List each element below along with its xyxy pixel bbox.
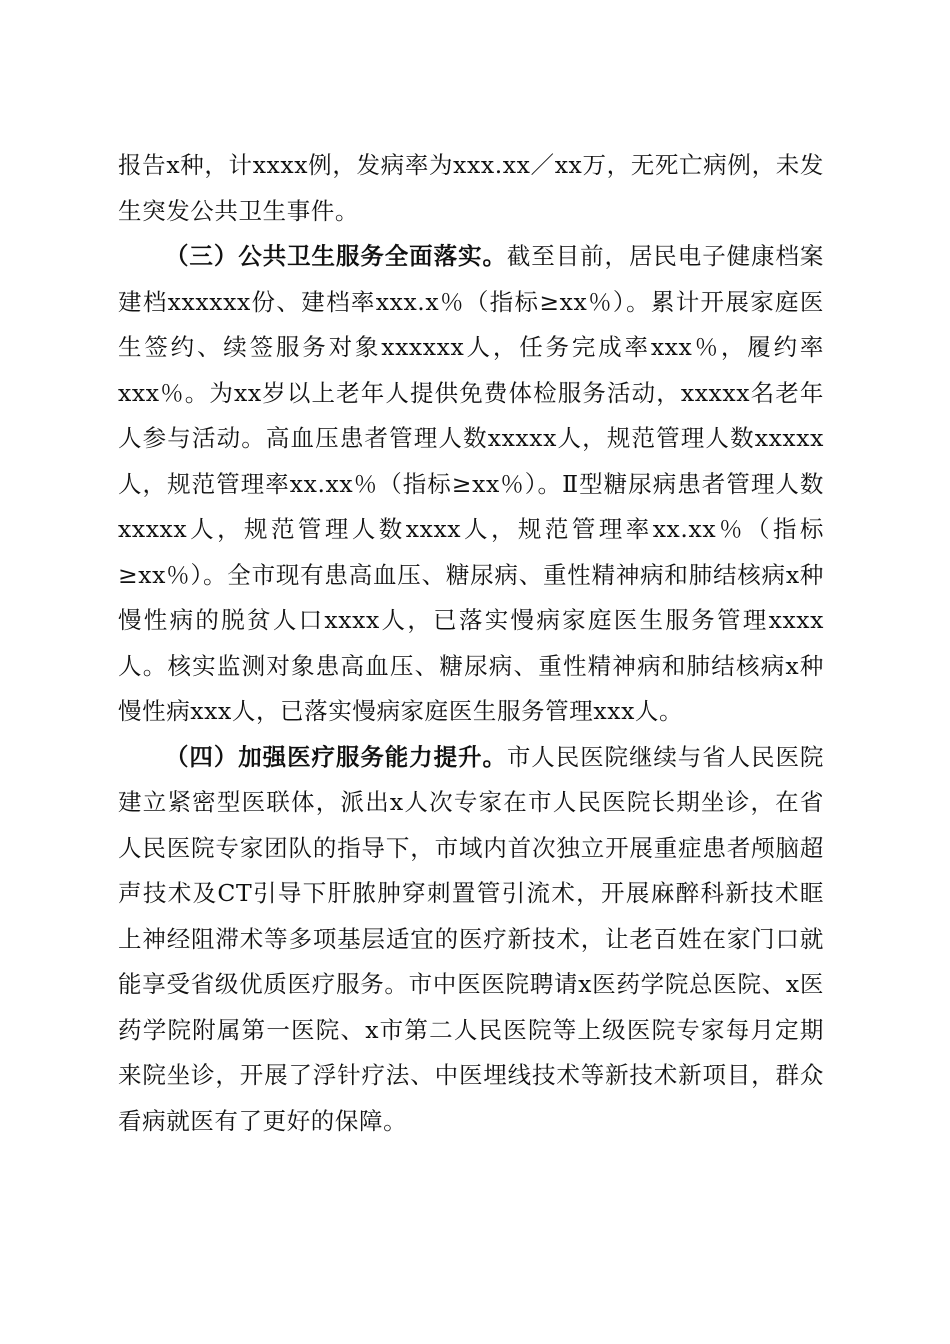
section-heading-four: （四）加强医疗服务能力提升。: [165, 742, 507, 771]
paragraph-continuation: [118, 143, 824, 234]
paragraph-text: 截至目前，居民电子健康档案建档xxxxxx份、建档率xxx.x％（指标≥xx％）。累计开展家庭医生签约、续签服务对象xxxxxx人，任务完成率xxx％，履约率xxx％。为xx岁以上老年人提供免费体检服务活动，xxxxx名老年人参与活动。高血压患者管理人数xxxxx人，规范管理人数xxxxx人，规范管理率xx.xx％（指标≥xx％）。Ⅱ型糖尿病患者管理人数xxxxx人，规范管理人数xxxx人，规范管理率xx.xx％（指标≥xx％）。全市现有患高血压、糖尿病、重性精神病和肺结核病x种慢性病的脱贫人口xxxx人，已落实慢病家庭医生服务管理xxxx人。核实监测对象患高血压、糖尿病、重性精神病和肺结核病x种慢性病xxx人，已落实慢病家庭医生服务管理xxx人。: [118, 242, 824, 725]
paragraph-medical-service: [118, 735, 824, 1145]
paragraph-public-health: [118, 234, 824, 735]
paragraph-text: 报告x种，计xxxx例，发病率为xxx.xx／xx万，无死亡病例，未发生突发公共卫生事件。: [118, 151, 824, 225]
paragraph-text: 市人民医院继续与省人民医院建立紧密型医联体，派出x人次专家在市人民医院长期坐诊，在省人民医院专家团队的指导下，市域内首次独立开展重症患者颅脑超声技术及CT引导下肝脓肿穿刺置管引流术，开展麻醉科新技术眶上神经阻滞术等多项基层适宜的医疗新技术，让老百姓在家门口就能享受省级优质医疗服务。市中医医院聘请x医药学院总医院、x医药学院附属第一医院、x市第二人民医院等上级医院专家每月定期来院坐诊，开展了浮针疗法、中医埋线技术等新技术新项目，群众看病就医有了更好的保障。: [118, 742, 824, 1135]
document-body: [118, 143, 824, 1144]
section-heading-three: （三）公共卫生服务全面落实。: [165, 242, 507, 270]
